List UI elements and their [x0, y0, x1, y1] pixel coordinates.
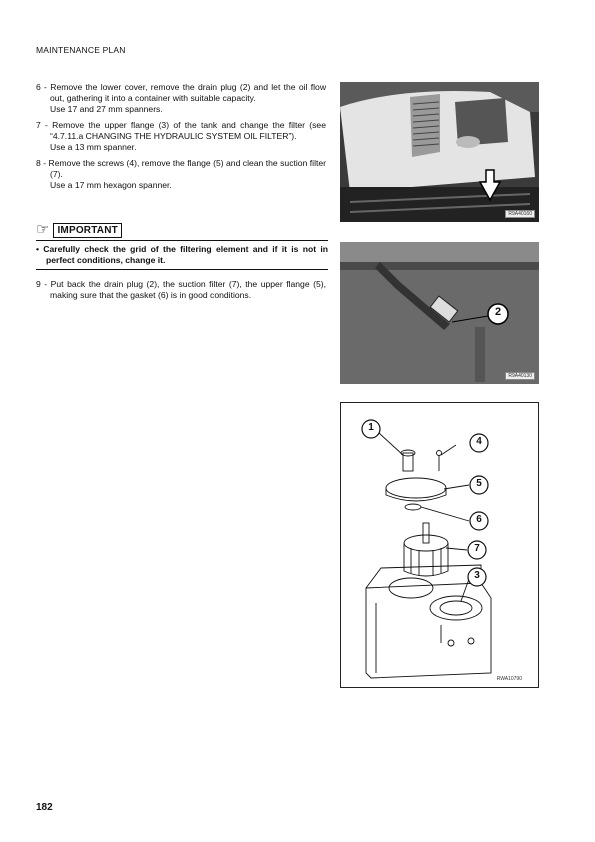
step-text: Put back the drain plug (2), the suction filter (7), the upper flange (5), making sure that the gasket (6) is in good conditions. [50, 279, 327, 300]
step-text: Remove the lower cover, remove the drain plug (2) and let the oil flow out, gathering it into a container with suitable capacity. [50, 82, 327, 103]
step-number: 6 - [36, 82, 47, 92]
callout-number: 3 [474, 570, 480, 581]
running-header: MAINTENANCE PLAN [36, 45, 126, 55]
callout-number: 5 [476, 478, 482, 489]
step-number: 9 - [36, 279, 48, 289]
step-tool-note: Use 17 and 27 mm spanners. [50, 104, 163, 114]
step-9 [36, 279, 326, 301]
step-text: Remove the screws (4), remove the flange (5) and clean the suction filter (7). [48, 158, 327, 179]
callout-number: 6 [476, 514, 482, 525]
step-number: 8 - [36, 158, 47, 168]
drain-plug-photo [340, 242, 539, 384]
machine-photo [340, 82, 539, 222]
step-tool-note: Use a 13 mm spanner. [50, 142, 137, 152]
step-8 [36, 158, 326, 191]
step-7 [36, 120, 326, 153]
important-text: • Carefully check the grid of the filtering element and if it is not in perfect conditions, change it. [36, 244, 328, 265]
callout-number: 4 [476, 436, 482, 447]
diagram-reference-code: RWA10790 [496, 676, 522, 682]
pointing-hand-icon: ☞ [36, 221, 50, 238]
divider [36, 269, 328, 270]
step-9-block [36, 279, 326, 306]
step-number: 7 - [36, 120, 48, 130]
photo-reference-code: R9A40160 [505, 210, 535, 218]
steps-block [36, 82, 326, 196]
callout-number: 2 [494, 306, 502, 318]
important-notice [36, 222, 328, 270]
step-text: Remove the upper flange (3) of the tank and change the filter (see “4.7.11.a CHANGING THE HYDRAULIC SYSTEM OIL FILTER”). [50, 120, 326, 141]
callout-number: 7 [474, 543, 480, 554]
callout-number: 1 [368, 422, 374, 433]
step-6 [36, 82, 326, 115]
suction-filter-exploded-diagram [340, 402, 539, 688]
step-tool-note: Use a 17 mm hexagon spanner. [50, 180, 172, 190]
photo-reference-code: R9A40130 [505, 372, 535, 380]
page-number: 182 [36, 802, 53, 813]
important-label: IMPORTANT [53, 223, 122, 238]
